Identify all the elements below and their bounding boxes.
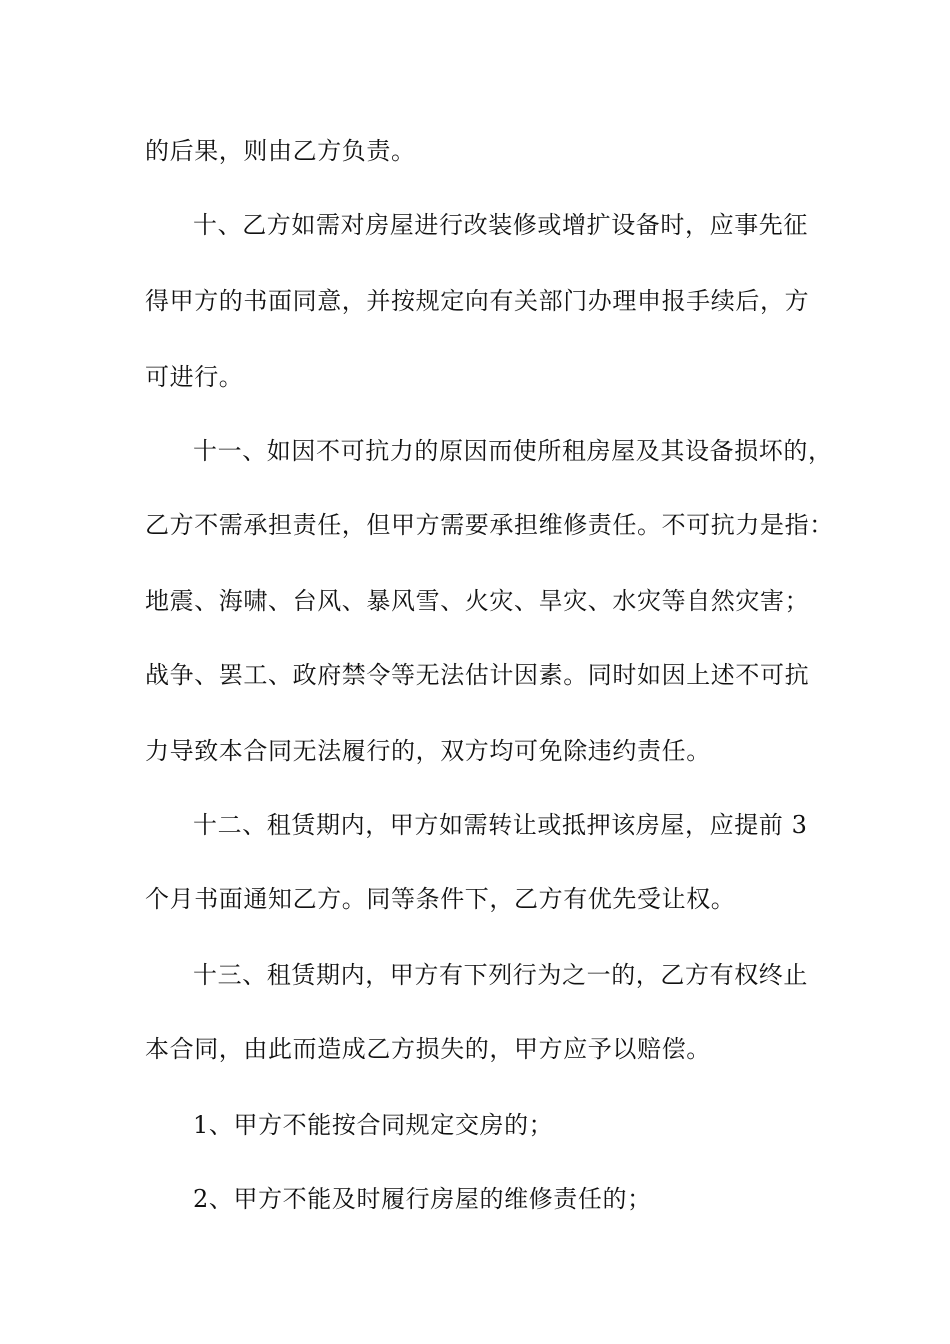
text-line: 战争、罢工、政府禁令等无法估计因素。同时如因上述不可抗 <box>145 661 810 689</box>
text-line: 得甲方的书面同意，并按规定向有关部门办理申报手续后，方 <box>145 287 810 315</box>
clause-13-line: 十三、租赁期内，甲方有下列行为之一的，乙方有权终止 <box>193 961 808 989</box>
text-line: 地震、海啸、台风、暴风雪、火灾、旱灾、水灾等自然灾害； <box>145 587 810 615</box>
text-line: 个月书面通知乙方。同等条件下，乙方有优先受让权。 <box>145 885 736 913</box>
clause-10-line: 十、乙方如需对房屋进行改装修或增扩设备时，应事先征 <box>193 211 808 239</box>
text-line: 本合同，由此而造成乙方损失的，甲方应予以赔偿。 <box>145 1035 711 1063</box>
text-line: 可进行。 <box>145 363 244 391</box>
list-item: 2、甲方不能及时履行房屋的维修责任的； <box>193 1185 652 1213</box>
text-line: 的后果，则由乙方负责。 <box>145 137 416 165</box>
text-line: 乙方不需承担责任，但甲方需要承担维修责任。不可抗力是指： <box>145 511 834 539</box>
clause-11-line: 十一、如因不可抗力的原因而使所租房屋及其设备损坏的， <box>193 437 833 465</box>
clause-12-line: 十二、租赁期内，甲方如需转让或抵押该房屋，应提前 3 <box>193 811 808 839</box>
list-item: 1、甲方不能按合同规定交房的； <box>193 1111 554 1139</box>
text-line: 力导致本合同无法履行的，双方均可免除违约责任。 <box>145 737 711 765</box>
